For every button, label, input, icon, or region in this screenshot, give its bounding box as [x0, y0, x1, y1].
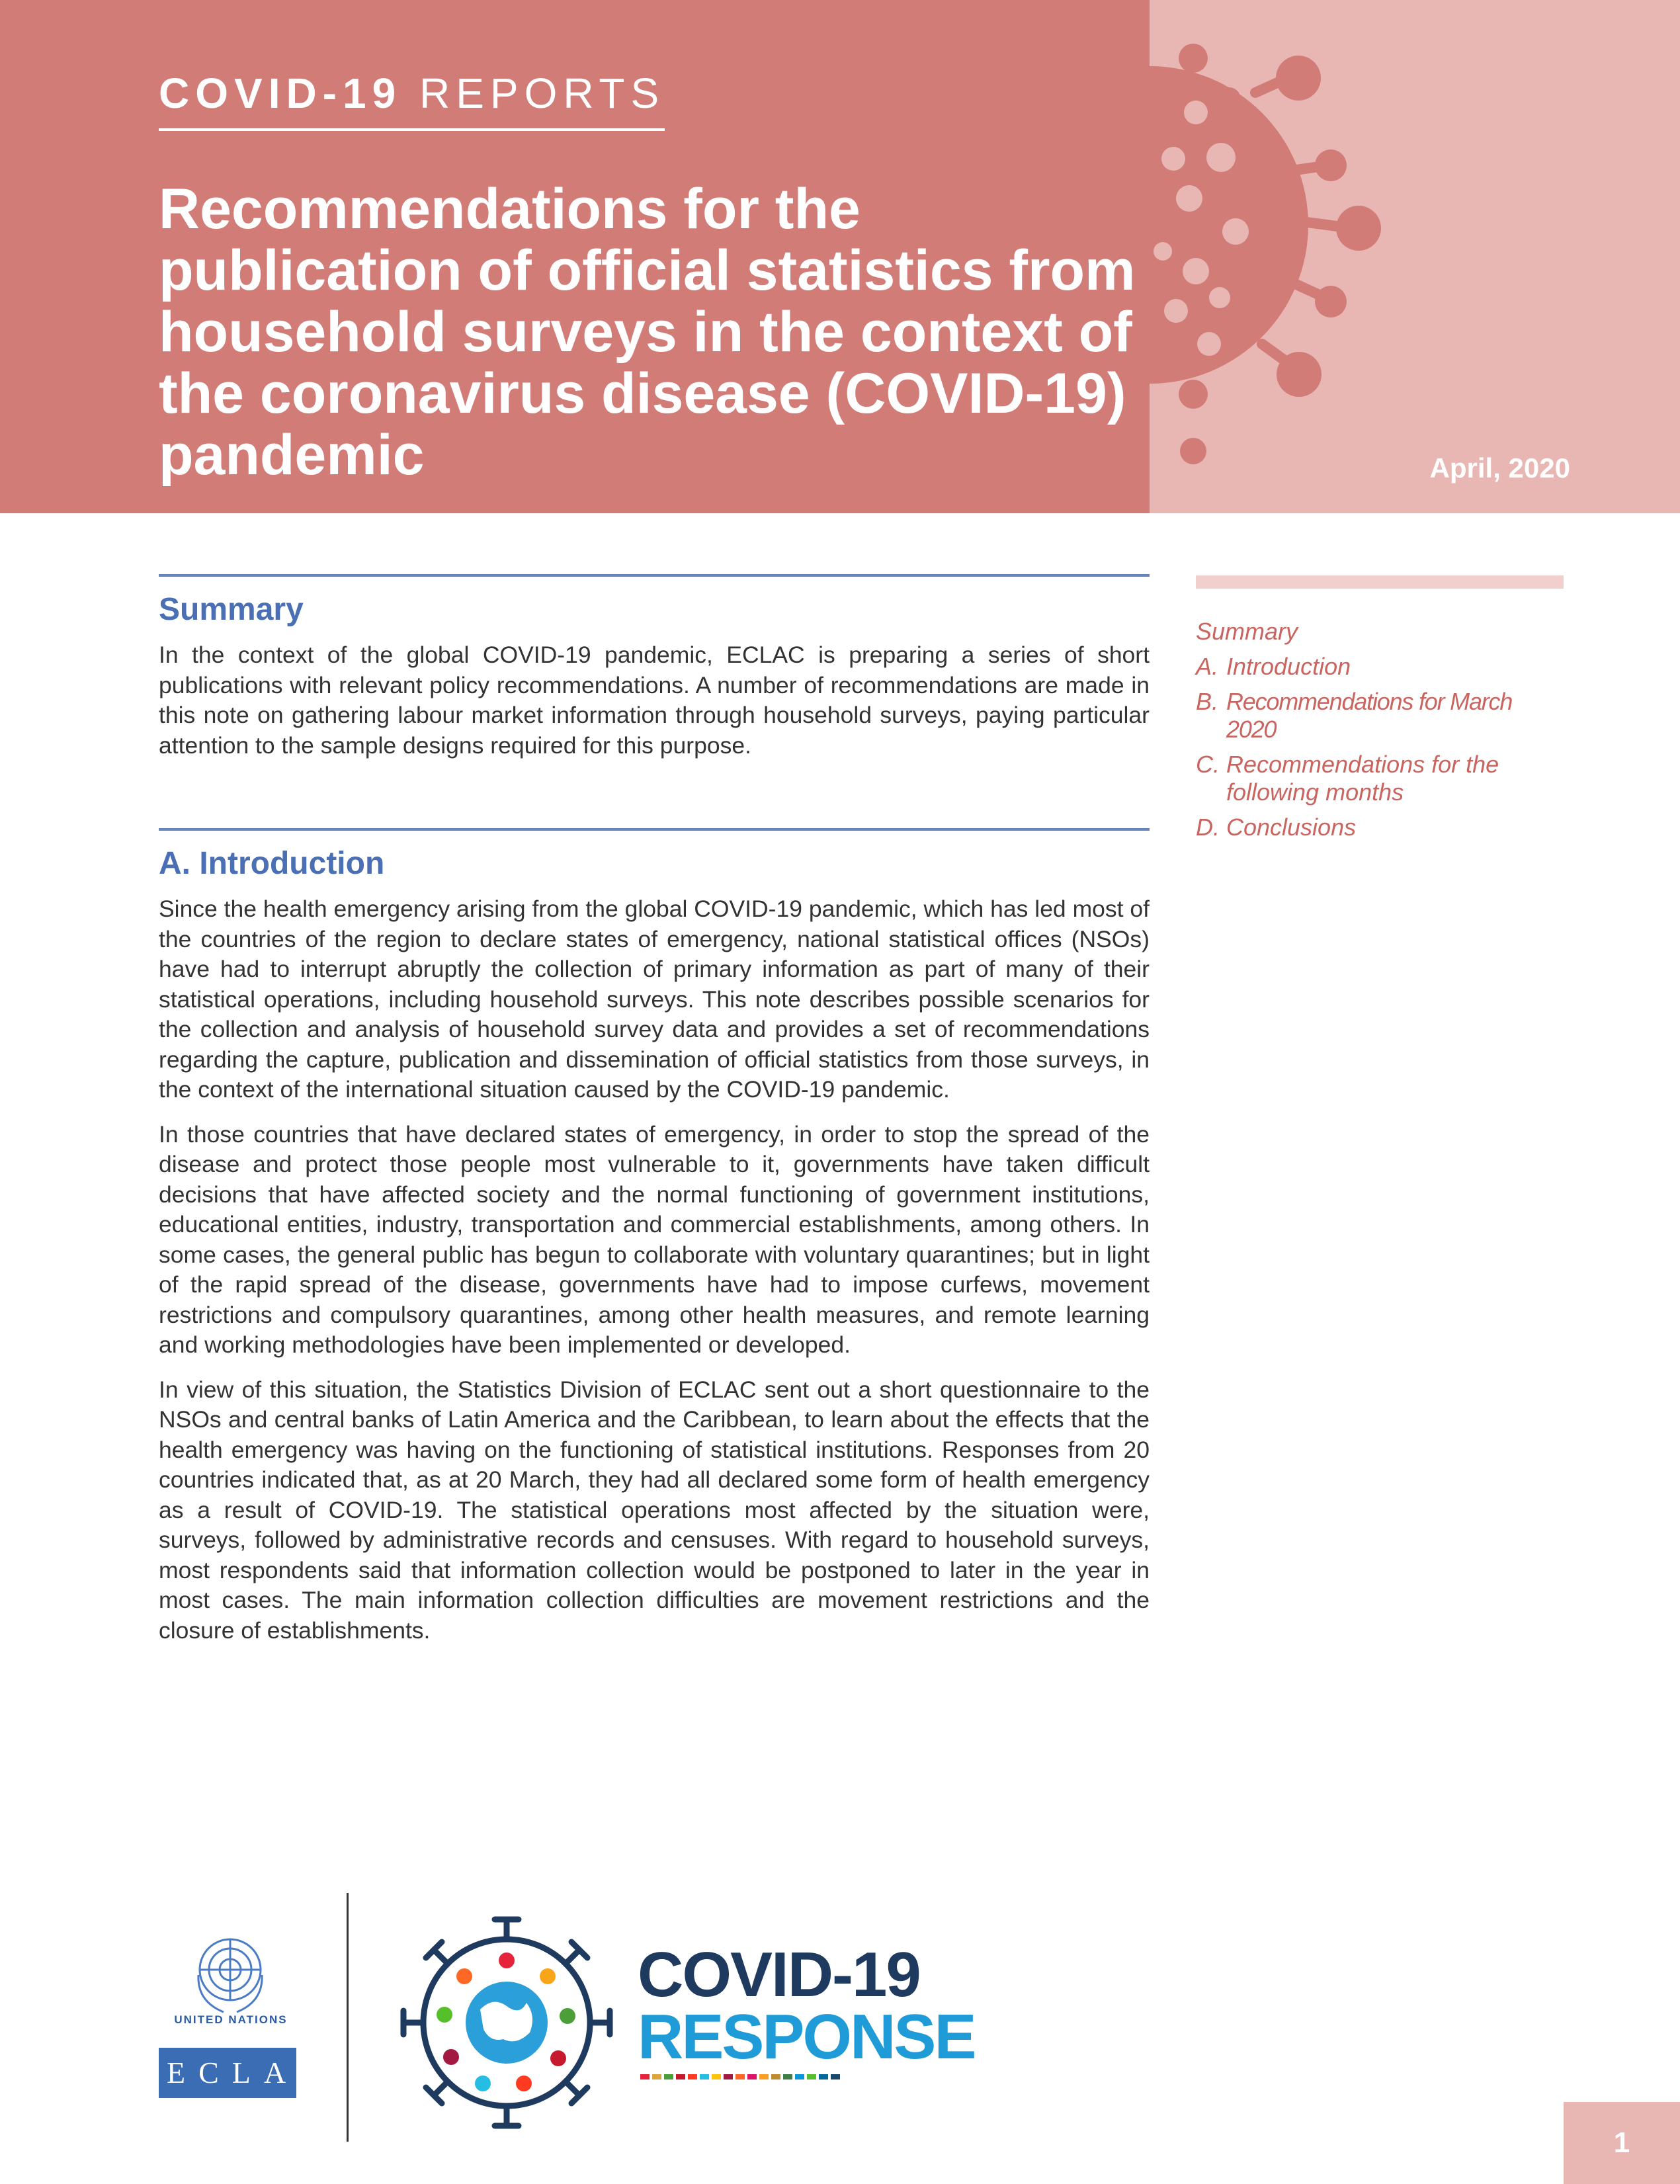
- table-of-contents: [1196, 575, 1566, 849]
- toc-item-conclusions[interactable]: [1196, 814, 1566, 841]
- introduction-paragraph: Since the health emergency arising from the global COVID-19 pandemic, which has led most of the countries of the region to declare states of emergency, national statistical offices (NSOs) have had to interrupt abruptly the collection of primary information as part of many of their statistical operations, including household surveys. This note describes possible scenarios for the collection and analysis of household survey data and provides a set of recommendations regarding the capture, publication and dissemination of official statistics from those surveys, in the context of the international situation caused by the COVID-19 pandemic.: [159, 896, 1150, 1103]
- spacer: [159, 775, 1150, 828]
- report-date: April, 2020: [1429, 452, 1570, 483]
- toc-item-letter: A.: [1196, 653, 1219, 680]
- toc-item-label: Introduction: [1226, 653, 1351, 680]
- section-rule: [159, 574, 1150, 577]
- report-title: Recommendations for the publication of official statistics from household surveys in the context of the coronavirus disease (COVID-19) pandemic: [159, 177, 1136, 487]
- introduction-heading: A. Introduction: [159, 846, 385, 881]
- report-series-label: [159, 69, 665, 131]
- eclac-logo: ECLAC: [159, 2048, 296, 2098]
- section-rule: [159, 828, 1150, 831]
- footer-divider: [347, 1893, 349, 2142]
- toc-item-letter: D.: [1196, 814, 1220, 841]
- covid-wordmark: COVID-19: [638, 1939, 920, 2010]
- toc-item-label: Conclusions: [1226, 814, 1357, 841]
- toc-item-summary[interactable]: [1196, 618, 1566, 646]
- response-wordmark: RESPONSE: [638, 2001, 975, 2072]
- summary-heading: Summary: [159, 592, 304, 627]
- virus-illustration: [1150, 0, 1401, 513]
- toc-item-introduction[interactable]: [1196, 653, 1566, 681]
- toc-item-letter: B.: [1196, 688, 1219, 715]
- toc-item-label: Summary: [1196, 618, 1298, 645]
- sdg-color-strip: [640, 2074, 840, 2079]
- united-nations-label: UNITED NATIONS: [174, 2013, 288, 2026]
- toc-item-label: Recommendations for March 2020: [1226, 688, 1513, 743]
- series-bold: COVID-19: [159, 69, 402, 117]
- covid-response-emblem-icon: [394, 1910, 619, 2135]
- toc-item-label: Recommendations for the following months: [1226, 751, 1499, 806]
- introduction-paragraph: In view of this situation, the Statistics Division of ECLAC sent out a short questionnaire to the NSOs and central banks of Latin America and the Caribbean, to learn about the effects that the health emergency was having on the functioning of statistical institutions. Responses from 20 countries indicated that, as at 20 March, they had all declared some form of health emergency as a result of COVID-19. The statistical operations most affected by the situation were, surveys, followed by administrative records and censuses. With regard to household surveys, most respondents said that information collection would be postponed to later in the year in most cases. The main information collection difficulties are movement restrictions and the closure of establishments.: [159, 1376, 1150, 1644]
- series-light: REPORTS: [419, 69, 665, 117]
- toc-item-recommendations-march[interactable]: [1196, 688, 1566, 743]
- united-nations-emblem-icon: [184, 1929, 276, 2021]
- main-content: [159, 574, 1150, 1660]
- toc-accent-bar: [1196, 575, 1564, 589]
- introduction-paragraph: In those countries that have declared states of emergency, in order to stop the spread of the disease and protect those people most vulnerable to it, governments have taken difficult decisions that have affected society and the normal functioning of government institutions, educational entities, industry, transportation and commercial establishments, among others. In some cases, the general public has begun to collaborate with voluntary quarantines; but in light of the rapid spread of the disease, governments have had to impose curfews, movement restrictions and compulsory quarantines, among other health measures, and remote learning and working methodologies have been implemented or developed.: [159, 1120, 1150, 1358]
- toc-item-recommendations-following[interactable]: [1196, 751, 1566, 806]
- summary-text: In the context of the global COVID-19 pandemic, ECLAC is preparing a series of short publications with relevant policy recommendations. A number of recommendations are made in this note on gathering labour market information through household surveys, paying particular attention to the sample designs required for this purpose.: [159, 642, 1150, 759]
- toc-item-letter: C.: [1196, 751, 1220, 778]
- page-number: 1: [1564, 2102, 1680, 2184]
